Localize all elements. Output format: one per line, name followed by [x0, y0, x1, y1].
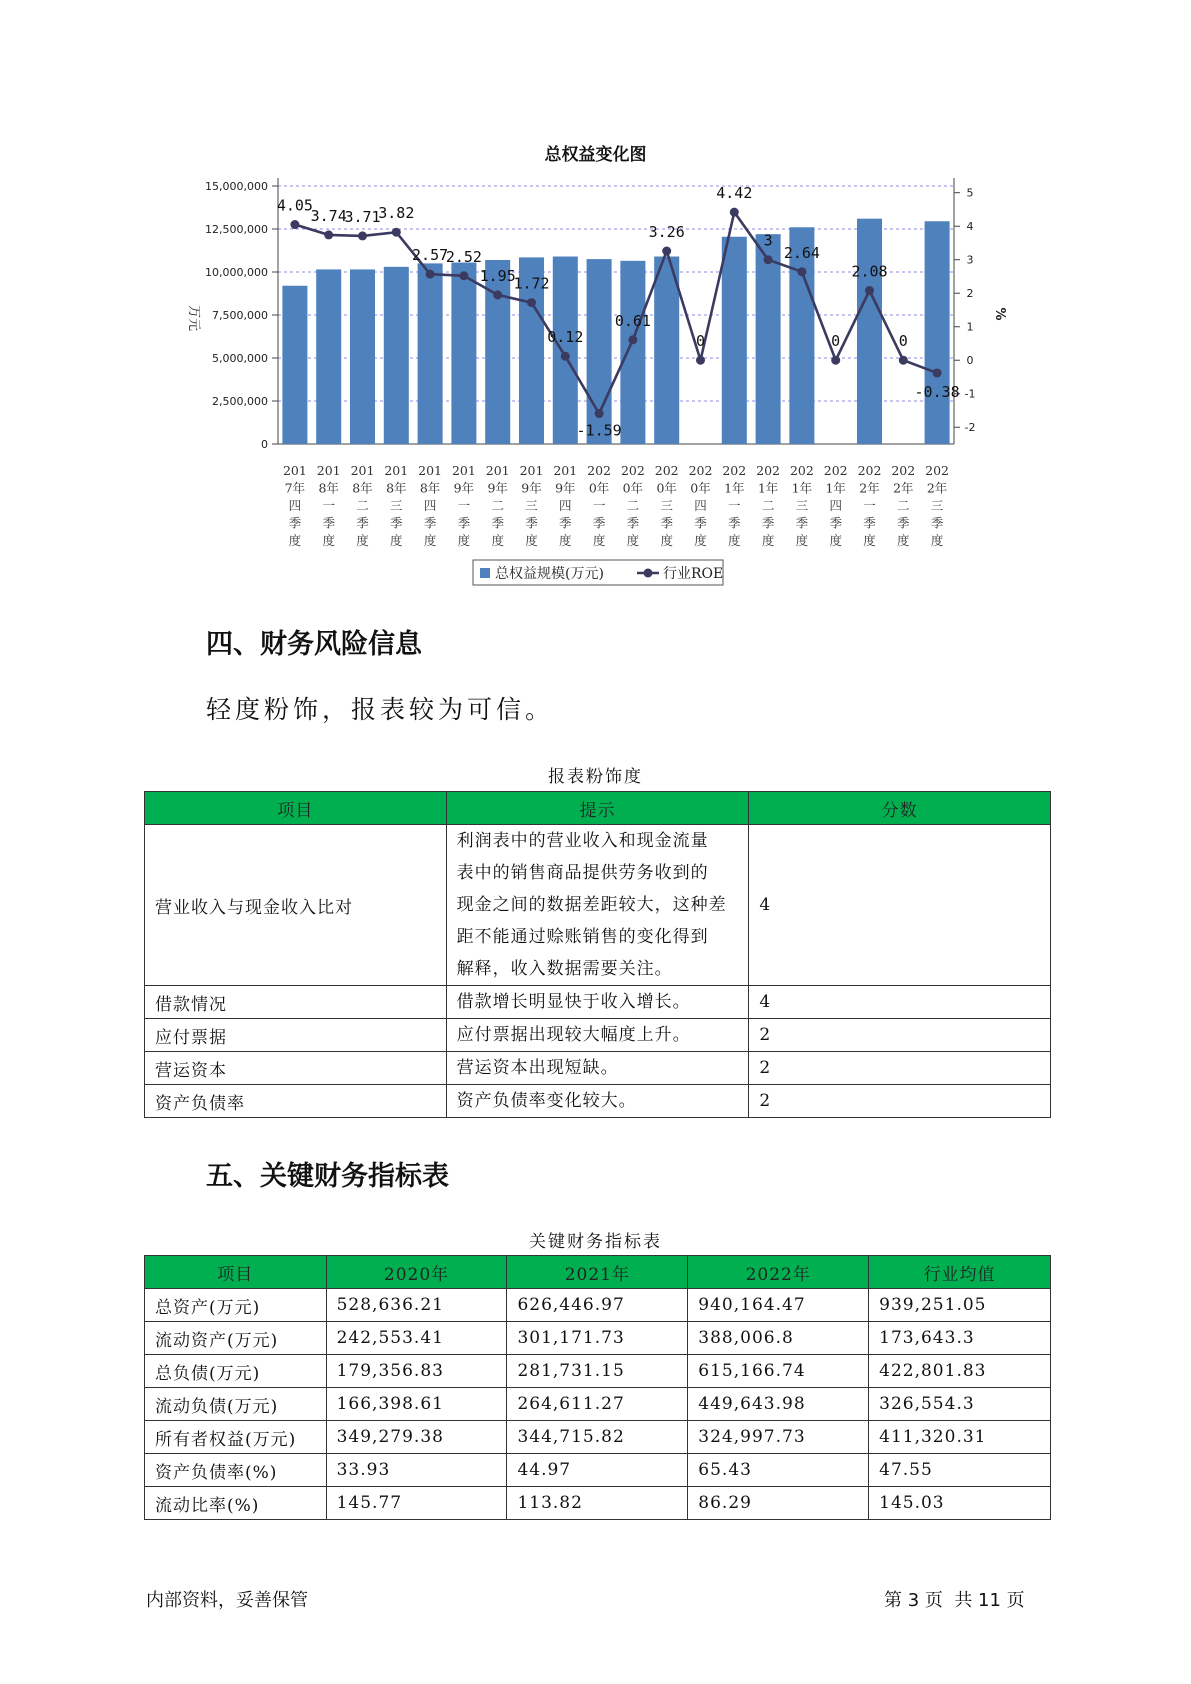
- x-tick-label: 201: [350, 463, 375, 478]
- bar: [282, 286, 307, 444]
- x-tick-label: 202: [756, 463, 781, 478]
- roe-data-label: 2.57: [412, 246, 449, 265]
- row-hint: [446, 1052, 749, 1085]
- y-tick-label: 10,000,000: [205, 266, 268, 279]
- header-2022: 2022年: [688, 1256, 869, 1289]
- table-header-row: [145, 1256, 1051, 1289]
- row-score: 2: [749, 1019, 1051, 1052]
- value-2020: 145.77: [326, 1487, 507, 1520]
- bar: [722, 237, 747, 444]
- x-tick-label: 四: [288, 498, 302, 513]
- row-hint: [446, 986, 749, 1019]
- bar: [384, 267, 409, 444]
- row-score: 4: [749, 825, 1051, 986]
- x-tick-label: 度: [829, 533, 842, 548]
- x-tick-label: 度: [761, 533, 775, 548]
- x-tick-label: 季: [390, 515, 403, 531]
- x-tick-label: 二: [897, 498, 910, 513]
- table-row: [145, 1454, 1051, 1487]
- row-item: 流动资产(万元): [145, 1322, 327, 1355]
- roe-point: [358, 231, 367, 240]
- legend-bar-label: 总权益规模(万元): [495, 566, 604, 582]
- row-item: 所有者权益(万元): [145, 1421, 327, 1454]
- roe-point: [865, 286, 874, 295]
- roe-data-label: 0: [898, 332, 908, 351]
- roe-data-label: 2.64: [783, 243, 820, 262]
- row-score: 2: [749, 1052, 1051, 1085]
- roe-data-label: 0: [695, 332, 706, 351]
- x-tick-label: 度: [457, 533, 471, 548]
- x-tick-label: 季: [457, 515, 471, 531]
- bar: [485, 260, 510, 444]
- x-tick-label: 7年: [284, 480, 306, 496]
- table-row: [145, 1421, 1051, 1454]
- bar: [316, 269, 341, 444]
- hint-line: 应付票据出现较大幅度上升。: [456, 1025, 691, 1045]
- roe-point: [493, 290, 502, 299]
- x-tick-label: 三: [525, 498, 538, 513]
- x-tick-label: 四: [423, 498, 437, 513]
- value-industry-avg: 411,320.31: [869, 1421, 1051, 1454]
- x-tick-label: 季: [288, 515, 302, 531]
- roe-data-label: 4.05: [276, 196, 313, 215]
- x-tick-label: 季: [592, 515, 606, 531]
- roe-point: [730, 208, 739, 217]
- y2-tick-label: 3: [966, 253, 974, 267]
- value-industry-avg: 173,643.3: [869, 1322, 1051, 1355]
- x-tick-label: 度: [728, 533, 741, 548]
- x-tick-label: 9年: [453, 480, 475, 496]
- x-tick-label: 季: [863, 515, 876, 531]
- x-tick-label: 一: [457, 498, 471, 513]
- value-2022: 86.29: [688, 1487, 869, 1520]
- x-tick-label: 0年: [588, 480, 610, 496]
- x-tick-label: 202: [857, 463, 882, 478]
- roe-point: [662, 247, 671, 256]
- hint-line: 距不能通过赊账销售的变化得到: [456, 927, 709, 947]
- y-tick-label: 0: [261, 438, 268, 451]
- section4-heading: 四、财务风险信息: [206, 629, 422, 660]
- table-row: [145, 1355, 1051, 1388]
- header-2021: 2021年: [507, 1256, 688, 1289]
- table-row: [145, 986, 1051, 1019]
- x-tick-label: 度: [930, 533, 944, 548]
- roe-point: [899, 356, 908, 365]
- value-2021: 344,715.82: [507, 1421, 688, 1454]
- roe-point: [595, 409, 604, 418]
- x-tick-label: 度: [897, 533, 910, 548]
- x-tick-label: 季: [795, 515, 809, 531]
- table-header-row: [145, 792, 1051, 825]
- hint-line: 表中的销售商品提供劳务收到的: [456, 863, 709, 883]
- table-row: [145, 1019, 1051, 1052]
- value-2022: 449,643.98: [688, 1388, 869, 1421]
- table-row: [145, 1487, 1051, 1520]
- bar: [654, 257, 679, 444]
- x-tick-label: 季: [423, 515, 437, 531]
- table-row: [145, 1388, 1051, 1421]
- roe-data-label: 3.82: [378, 204, 415, 223]
- value-2022: 65.43: [688, 1454, 869, 1487]
- row-score: 2: [749, 1085, 1051, 1118]
- x-tick-label: 季: [525, 515, 538, 531]
- x-tick-label: 度: [390, 533, 403, 548]
- page-number: 第 3 页 共 11 页: [884, 1590, 1025, 1611]
- roe-point: [831, 356, 840, 365]
- x-tick-label: 0年: [656, 480, 677, 496]
- legend-line-marker: [644, 569, 653, 578]
- hint-line: 解释，收入数据需要关注。: [456, 959, 673, 979]
- x-tick-label: 度: [863, 533, 876, 548]
- y2-tick-label: 5: [966, 186, 974, 200]
- x-tick-label: 201: [553, 463, 578, 478]
- hint-line: 借款增长明显快于收入增长。: [456, 992, 691, 1012]
- bar: [553, 257, 578, 444]
- y-axis-title: 万元: [186, 304, 201, 332]
- section5-heading: 五、关键财务指标表: [206, 1161, 449, 1192]
- roe-point: [797, 267, 806, 276]
- x-tick-label: 度: [322, 533, 335, 548]
- x-tick-label: 202: [722, 463, 747, 478]
- hint-line: 营运资本出现短缺。: [456, 1058, 619, 1078]
- value-2022: 324,997.73: [688, 1421, 869, 1454]
- roe-data-label: 3.26: [648, 223, 685, 242]
- x-tick-label: 度: [626, 533, 640, 548]
- x-tick-label: 一: [863, 498, 876, 513]
- roe-point: [561, 352, 570, 361]
- x-tick-label: 二: [491, 498, 504, 513]
- x-tick-label: 三: [660, 498, 673, 513]
- value-industry-avg: 422,801.83: [869, 1355, 1051, 1388]
- value-2020: 349,279.38: [326, 1421, 507, 1454]
- bar: [925, 221, 950, 444]
- x-tick-label: 202: [925, 463, 950, 478]
- table1-caption: 报表粉饰度: [548, 767, 643, 787]
- x-tick-label: 度: [288, 533, 302, 548]
- roe-data-label: 3.71: [344, 207, 381, 226]
- hint-line: 现金之间的数据差距较大，这种差: [456, 895, 727, 915]
- row-item: 流动比率(%): [145, 1487, 327, 1520]
- x-tick-label: 一: [592, 498, 606, 513]
- x-tick-label: 季: [829, 515, 842, 531]
- y-tick-label: 5,000,000: [212, 352, 268, 365]
- header-item: 项目: [145, 1256, 327, 1289]
- value-2021: 281,731.15: [507, 1355, 688, 1388]
- table-row: [145, 1289, 1051, 1322]
- x-tick-label: 四: [694, 498, 707, 513]
- roe-data-label: 2.52: [445, 247, 482, 266]
- y-tick-label: 15,000,000: [205, 180, 268, 193]
- roe-point: [764, 255, 773, 264]
- x-tick-label: 8年: [318, 480, 339, 496]
- y2-axis-title: %: [992, 307, 1007, 321]
- x-tick-label: 季: [559, 515, 572, 531]
- y-tick-label: 2,500,000: [212, 395, 268, 408]
- x-tick-label: 201: [451, 463, 476, 478]
- x-tick-label: 8年: [419, 480, 441, 496]
- x-tick-label: 三: [390, 498, 403, 513]
- x-tick-label: 季: [761, 515, 775, 531]
- x-tick-label: 一: [322, 498, 335, 513]
- x-tick-label: 1年: [825, 480, 846, 496]
- bar: [620, 261, 645, 444]
- roe-point: [426, 270, 435, 279]
- table-row: [145, 1085, 1051, 1118]
- key-indicators-table: [144, 1255, 1051, 1520]
- x-tick-label: 1年: [791, 480, 813, 496]
- x-tick-label: 9年: [555, 480, 576, 496]
- x-tick-label: 季: [626, 515, 640, 531]
- roe-point: [290, 220, 299, 229]
- table2-caption: 关键财务指标表: [529, 1232, 662, 1252]
- row-score: 4: [749, 986, 1051, 1019]
- hint-line: 利润表中的营业收入和现金流量: [456, 831, 709, 851]
- header-item: 项目: [145, 792, 447, 825]
- value-2021: 301,171.73: [507, 1322, 688, 1355]
- row-item: 资产负债率: [145, 1085, 447, 1118]
- row-hint: [446, 825, 749, 986]
- y2-tick-label: 4: [966, 220, 974, 234]
- table-row: [145, 825, 1051, 986]
- roe-data-label: 0.12: [547, 328, 584, 347]
- header-hint: 提示: [446, 792, 749, 825]
- roe-data-label: 3: [763, 231, 773, 250]
- x-tick-label: 201: [282, 463, 307, 478]
- bar: [451, 263, 476, 444]
- row-item: 营运资本: [145, 1052, 447, 1085]
- x-tick-label: 季: [694, 515, 707, 531]
- value-2021: 44.97: [507, 1454, 688, 1487]
- x-tick-label: 度: [559, 533, 572, 548]
- x-tick-label: 2年: [893, 480, 914, 496]
- roe-point: [392, 228, 401, 237]
- roe-point: [933, 368, 942, 377]
- x-tick-label: 度: [795, 533, 809, 548]
- y2-tick-label: 1: [966, 320, 974, 334]
- bar: [857, 219, 882, 444]
- y2-tick-label: 0: [966, 354, 974, 368]
- x-tick-label: 2年: [859, 480, 880, 496]
- table-row: [145, 1052, 1051, 1085]
- hint-line: 资产负债率变化较大。: [456, 1091, 637, 1111]
- roe-data-label: 0.61: [614, 311, 651, 330]
- value-industry-avg: 145.03: [869, 1487, 1051, 1520]
- x-tick-label: 二: [356, 498, 369, 513]
- value-2020: 242,553.41: [326, 1322, 507, 1355]
- roe-data-label: -0.38: [914, 382, 960, 401]
- x-tick-label: 1年: [757, 480, 779, 496]
- x-tick-label: 三: [930, 498, 944, 513]
- y2-tick-label: -1: [964, 387, 976, 401]
- x-tick-label: 度: [592, 533, 606, 548]
- value-2022: 388,006.8: [688, 1322, 869, 1355]
- value-2021: 113.82: [507, 1487, 688, 1520]
- y-tick-label: 7,500,000: [212, 309, 268, 322]
- x-tick-label: 度: [356, 533, 369, 548]
- whitewash-table: [144, 791, 1051, 1118]
- y2-tick-label: -2: [964, 421, 976, 435]
- x-tick-label: 季: [322, 515, 335, 531]
- x-tick-label: 季: [930, 515, 944, 531]
- row-hint: [446, 1085, 749, 1118]
- roe-point: [527, 298, 536, 307]
- x-tick-label: 8年: [386, 480, 407, 496]
- row-item: 应付票据: [145, 1019, 447, 1052]
- x-tick-label: 202: [789, 463, 814, 478]
- x-tick-label: 三: [795, 498, 809, 513]
- value-2021: 626,446.97: [507, 1289, 688, 1322]
- roe-point: [628, 335, 637, 344]
- roe-point: [324, 230, 333, 239]
- roe-data-label: -1.59: [576, 421, 622, 440]
- x-tick-label: 201: [418, 463, 443, 478]
- bar: [350, 269, 375, 444]
- x-tick-label: 8年: [352, 480, 373, 496]
- row-item: 总资产(万元): [145, 1289, 327, 1322]
- value-2020: 179,356.83: [326, 1355, 507, 1388]
- roe-point: [459, 271, 468, 280]
- x-tick-label: 季: [897, 515, 910, 531]
- x-tick-label: 201: [485, 463, 510, 478]
- x-tick-label: 季: [356, 515, 369, 531]
- row-item: 流动负债(万元): [145, 1388, 327, 1421]
- legend-bar-swatch: [480, 568, 490, 578]
- value-2022: 615,166.74: [688, 1355, 869, 1388]
- x-tick-label: 度: [694, 533, 707, 548]
- roe-data-label: 1.95: [479, 266, 516, 285]
- x-tick-label: 9年: [487, 480, 508, 496]
- x-tick-label: 二: [761, 498, 775, 513]
- value-2022: 940,164.47: [688, 1289, 869, 1322]
- x-tick-label: 度: [491, 533, 504, 548]
- roe-data-label: 4.42: [716, 184, 753, 203]
- x-tick-label: 季: [728, 515, 741, 531]
- bar: [756, 231, 781, 444]
- bar: [418, 263, 443, 444]
- x-tick-label: 202: [654, 463, 679, 478]
- risk-summary: 轻度粉饰，报表较为可信。: [206, 695, 555, 724]
- header-score: 分数: [749, 792, 1051, 825]
- x-tick-label: 0年: [622, 480, 644, 496]
- x-tick-label: 9年: [521, 480, 542, 496]
- row-item: 总负债(万元): [145, 1355, 327, 1388]
- row-item: 借款情况: [145, 986, 447, 1019]
- value-industry-avg: 939,251.05: [869, 1289, 1051, 1322]
- x-tick-label: 201: [384, 463, 409, 478]
- x-tick-label: 201: [519, 463, 544, 478]
- value-2021: 264,611.27: [507, 1388, 688, 1421]
- x-tick-label: 二: [626, 498, 640, 513]
- header-2020: 2020年: [326, 1256, 507, 1289]
- x-tick-label: 202: [688, 463, 713, 478]
- x-tick-label: 四: [829, 498, 842, 513]
- x-tick-label: 季: [660, 515, 673, 531]
- x-tick-label: 1年: [724, 480, 745, 496]
- roe-data-label: 3.74: [310, 206, 347, 225]
- x-tick-label: 202: [823, 463, 848, 478]
- x-tick-label: 202: [587, 463, 612, 478]
- roe-data-label: 2.08: [851, 262, 888, 281]
- table-row: [145, 1322, 1051, 1355]
- chart-title: 总权益变化图: [544, 145, 647, 165]
- value-industry-avg: 326,554.3: [869, 1388, 1051, 1421]
- x-tick-label: 202: [891, 463, 916, 478]
- row-item: 营业收入与现金收入比对: [145, 825, 447, 986]
- y-tick-label: 12,500,000: [205, 223, 268, 236]
- roe-point: [696, 356, 705, 365]
- x-tick-label: 四: [559, 498, 572, 513]
- value-2020: 33.93: [326, 1454, 507, 1487]
- x-tick-label: 201: [316, 463, 341, 478]
- x-tick-label: 度: [660, 533, 673, 548]
- legend-line-label: 行业ROE: [663, 566, 724, 582]
- value-2020: 528,636.21: [326, 1289, 507, 1322]
- y2-tick-label: 2: [966, 287, 974, 301]
- x-tick-label: 202: [620, 463, 645, 478]
- header-industry-avg: 行业均值: [869, 1256, 1051, 1289]
- footer-note: 内部资料，妥善保管: [146, 1590, 308, 1611]
- x-tick-label: 季: [491, 515, 504, 531]
- row-hint: [446, 1019, 749, 1052]
- x-tick-label: 2年: [926, 480, 948, 496]
- x-tick-label: 一: [728, 498, 741, 513]
- x-tick-label: 度: [423, 533, 437, 548]
- value-industry-avg: 47.55: [869, 1454, 1051, 1487]
- row-item: 资产负债率(%): [145, 1454, 327, 1487]
- value-2020: 166,398.61: [326, 1388, 507, 1421]
- x-tick-label: 0年: [690, 480, 711, 496]
- roe-data-label: 0: [831, 332, 841, 351]
- x-tick-label: 度: [525, 533, 538, 548]
- roe-data-label: 1.72: [513, 274, 550, 293]
- equity-chart: [0, 0, 1191, 600]
